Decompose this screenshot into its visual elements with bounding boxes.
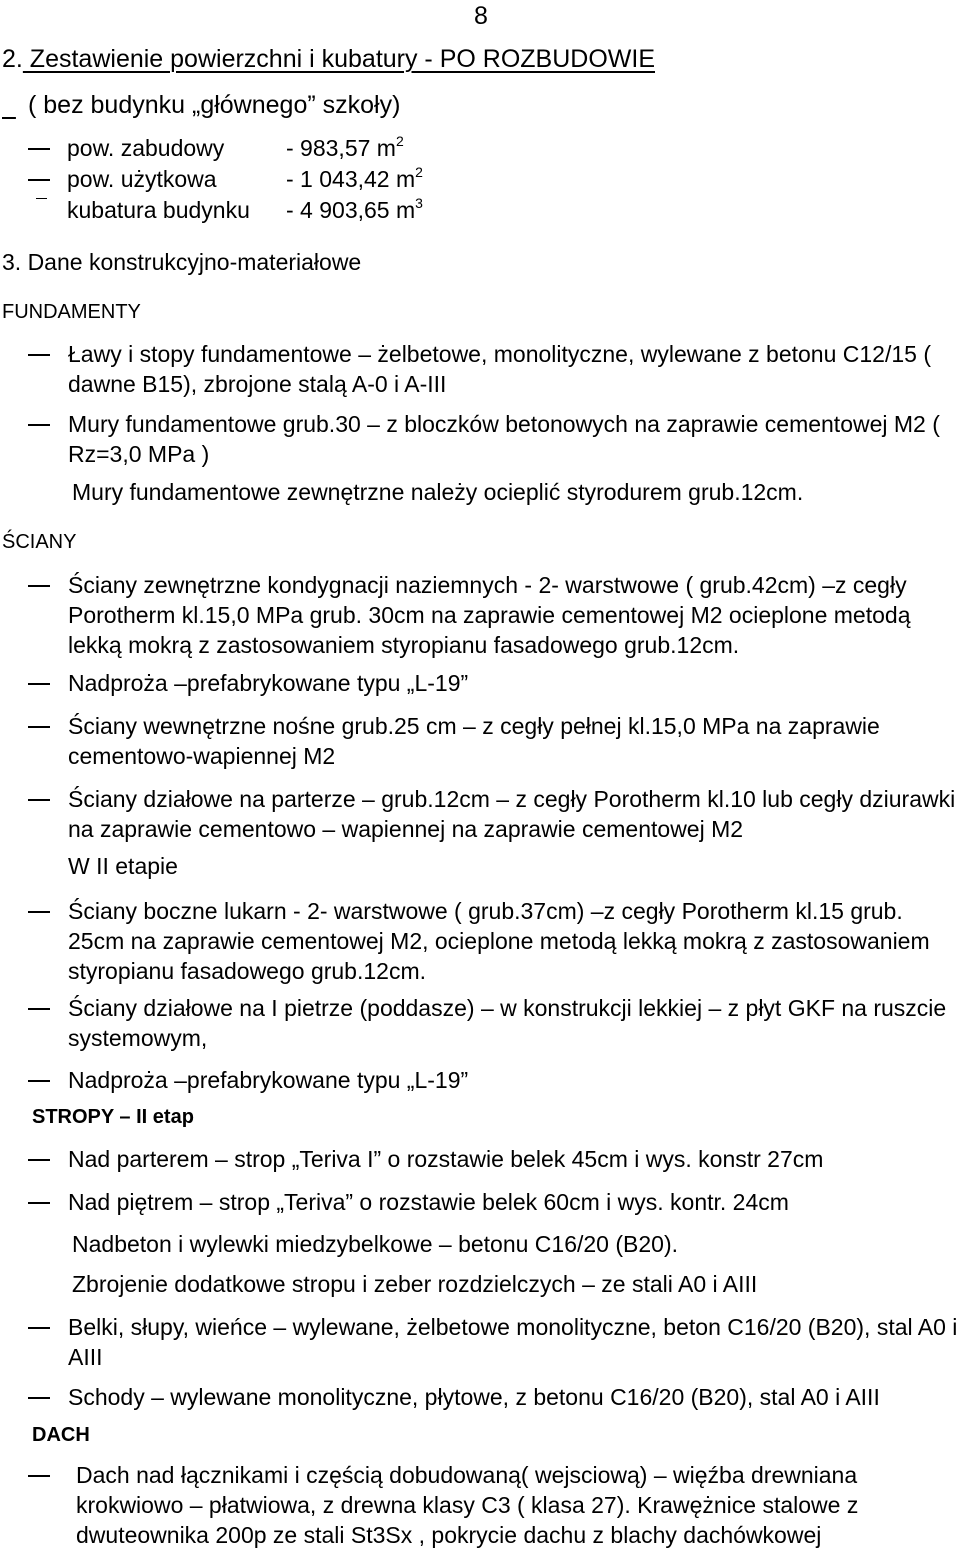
list-item-text: Nad parterem – strop „Teriva I” o rozstawie belek 45cm i wys. konstr 27cm bbox=[68, 1146, 824, 1172]
list-item-text: Ściany zewnętrzne kondygnacji naziemnych - 2- warstwowe ( grub.42cm) –z cegły Porotherm kl.15,0 MPa grub. 30cm na zaprawie cementowej M2 ocieplone metodą lekką mokrą z zastosowaniem styropianu fasadowego grub.12cm. bbox=[68, 572, 911, 658]
dash-bullet bbox=[28, 911, 50, 913]
list-item-text: Nadproża –prefabrykowane typu „L-19” bbox=[68, 1067, 469, 1093]
stropy-note: Nadbeton i wylewki miedzybelkowe – betonu C16/20 (B20). bbox=[72, 1231, 678, 1257]
list-item-text: Mury fundamentowe grub.30 – z bloczków betonowych na zaprawie cementowej M2 ( Rz=3,0 MPa ) bbox=[68, 411, 940, 467]
dash-bullet bbox=[28, 1327, 50, 1329]
section-2-title: Zestawienie powierzchni i kubatury - PO ROZBUDOWIE bbox=[22, 45, 655, 73]
section-3-heading: 3. Dane konstrukcyjno-materiałowe bbox=[2, 249, 362, 275]
sciany-heading: ŚCIANY bbox=[2, 531, 77, 553]
list-item-text: Ściany działowe na parterze – grub.12cm – z cegły Porotherm kl.10 lub cegły dziurawki na zaprawie cementowo – wapiennej na zaprawie cementowej M2 bbox=[68, 786, 956, 842]
page-number: 8 bbox=[474, 2, 488, 30]
section-2-subtitle-line bbox=[2, 88, 400, 122]
fundamenty-heading: FUNDAMENTY bbox=[2, 301, 141, 323]
dash-bullet bbox=[28, 1475, 50, 1477]
summary-label: kubatura budynku bbox=[67, 197, 250, 223]
section-2-heading bbox=[2, 42, 655, 76]
section-2-subtitle-lead bbox=[2, 88, 28, 122]
dash-bullet bbox=[28, 726, 50, 728]
stropy-note: Zbrojenie dodatkowe stropu i zeber rozdzielczych – ze stali A0 i AIII bbox=[72, 1271, 758, 1297]
dash-bullet bbox=[28, 1397, 50, 1399]
summary-exponent: 2 bbox=[395, 133, 404, 149]
dash-bullet bbox=[28, 683, 50, 685]
dash-bullet bbox=[28, 354, 50, 356]
list-item bbox=[0, 1144, 960, 1174]
list-item bbox=[0, 896, 960, 986]
dash-bullet bbox=[28, 179, 50, 181]
summary-value-text: - 4 903,65 m bbox=[286, 197, 416, 223]
summary-exponent: 2 bbox=[415, 164, 423, 180]
list-item bbox=[0, 409, 960, 469]
summary-value bbox=[286, 195, 423, 225]
list-item-text: Ściany wewnętrzne nośne grub.25 cm – z cegły pełnej kl.15,0 MPa na zaprawie cementowo-wapiennej M2 bbox=[68, 713, 880, 769]
list-item-text: Belki, słupy, wieńce – wylewane, żelbetowe monolityczne, beton C16/20 (B20), stal A0 i AIII bbox=[68, 1314, 958, 1370]
summary-value-text: - 983,57 m bbox=[286, 135, 396, 161]
dash-bullet bbox=[28, 1008, 50, 1010]
dash-bullet bbox=[28, 1202, 50, 1204]
list-item-text: Ławy i stopy fundamentowe – żelbetowe, monolityczne, wylewane z betonu C12/15 ( dawne B15), zbrojone stalą A-0 i A-III bbox=[68, 341, 931, 397]
list-item bbox=[0, 1065, 960, 1095]
list-item-text: Nad piętrem – strop „Teriva” o rozstawie belek 60cm i wys. kontr. 24cm bbox=[68, 1189, 789, 1215]
summary-value bbox=[286, 133, 404, 163]
list-item bbox=[0, 1460, 960, 1550]
fundamenty-note: Mury fundamentowe zewnętrzne należy ocieplić styrodurem grub.12cm. bbox=[72, 479, 804, 505]
summary-label: pow. zabudowy bbox=[67, 135, 225, 161]
list-item bbox=[0, 570, 960, 660]
list-item-text: Schody – wylewane monolityczne, płytowe, z betonu C16/20 (B20), stal A0 i AIII bbox=[68, 1384, 880, 1410]
dach-heading: DACH bbox=[32, 1424, 90, 1446]
dash-bullet bbox=[28, 424, 50, 426]
dash-bullet bbox=[36, 198, 47, 199]
list-item bbox=[0, 711, 960, 771]
summary-value-text: - 1 043,42 m bbox=[286, 166, 416, 192]
list-item bbox=[0, 1187, 960, 1217]
list-item-text: Ściany boczne lukarn - 2- warstwowe ( grub.37cm) –z cegły Porotherm kl.15 grub. 25cm na zaprawie cementowej M2, ocieplone metodą lekką mokrą z zastosowaniem styropianu fasadowego grub.12cm. bbox=[68, 898, 930, 984]
dash-bullet bbox=[28, 585, 50, 587]
list-item bbox=[0, 993, 960, 1053]
list-item-text: Ściany działowe na I pietrze (poddasze) – w konstrukcji lekkiej – z płyt GKF na ruszcie systemowym, bbox=[68, 995, 947, 1051]
list-item bbox=[0, 1382, 960, 1412]
stage-note: W II etapie bbox=[68, 853, 178, 879]
list-item bbox=[0, 339, 960, 399]
summary-label: pow. użytkowa bbox=[67, 166, 217, 192]
section-2-number: 2. bbox=[2, 45, 23, 73]
dash-bullet bbox=[28, 799, 50, 801]
list-item-text: Nadproża –prefabrykowane typu „L-19” bbox=[68, 670, 469, 696]
dash-bullet bbox=[28, 1080, 50, 1082]
dash-bullet bbox=[28, 148, 50, 150]
dash-bullet bbox=[28, 1159, 50, 1161]
stropy-heading: STROPY – II etap bbox=[32, 1106, 194, 1128]
list-item bbox=[0, 668, 960, 698]
list-item-text: Dach nad łącznikami i częścią dobudowaną( wejsciową) – więźba drewniana krokwiowo – płatwiowa, z drewna klasy C3 ( klasa 27). Krawężnice stalowe z dwuteownika 200p ze stali St3Sx , pokrycie dachu z blachy dachówkowej bbox=[76, 1462, 859, 1548]
summary-value bbox=[286, 164, 423, 194]
list-item bbox=[0, 1312, 960, 1372]
summary-exponent: 3 bbox=[415, 195, 423, 211]
section-2-subtitle: ( bez budynku „głównego” szkoły) bbox=[28, 91, 401, 119]
list-item bbox=[0, 784, 960, 844]
